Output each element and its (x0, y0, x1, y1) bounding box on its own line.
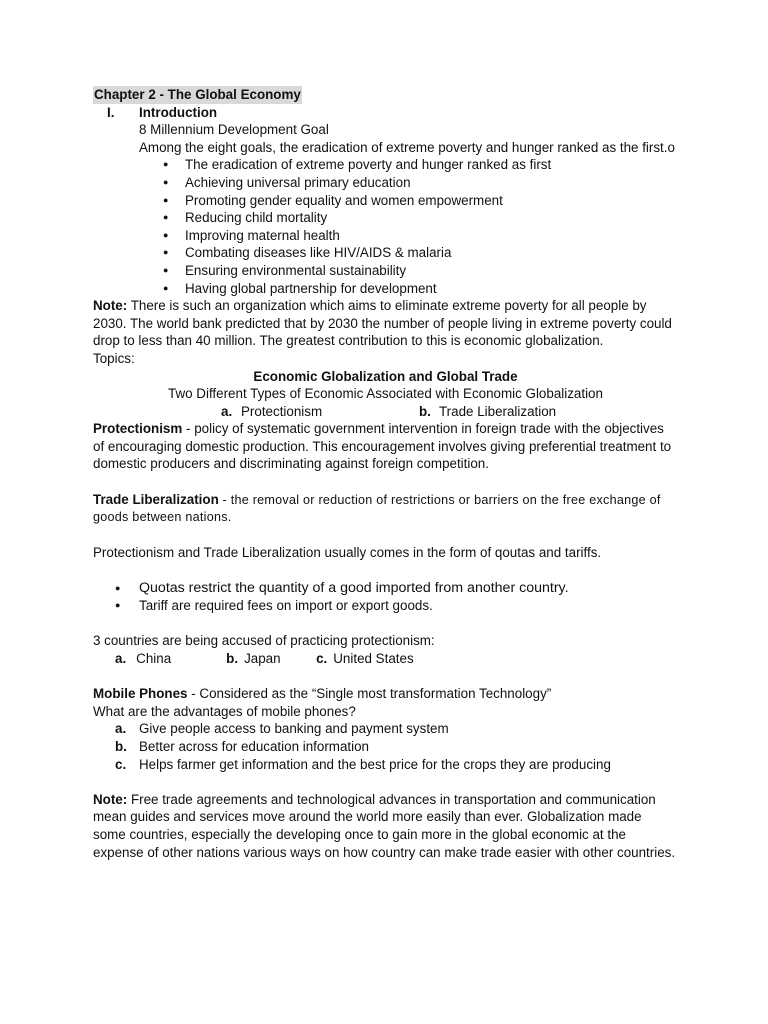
type-item: Trade Liberalization (439, 403, 557, 419)
list-letter: b. (419, 403, 431, 419)
countries-row (93, 650, 678, 668)
list-letter: a. (115, 721, 127, 737)
list-item: ● Reducing child mortality (163, 209, 678, 227)
note-label: Note: (93, 791, 128, 807)
country-item: United States (333, 651, 414, 666)
mobile-question: What are the advantages of mobile phones? (93, 703, 356, 719)
list-item: ● Tariff are required fees on import or export goods. (115, 597, 678, 615)
list-letter: b. (115, 738, 127, 754)
quota-list (93, 580, 678, 615)
country-item: Japan (244, 651, 281, 666)
advantage-text: Better across for education information (139, 738, 369, 754)
advantage-text: Helps farmer get information and the best price for the crops they are producing (139, 756, 611, 772)
trade-liberalization-term: Trade Liberalization (93, 491, 219, 507)
definition-text: - the removal or reduction of restrictions or barriers on the free exchange of goods between nations. (93, 492, 661, 525)
list-item: ● Having global partnership for development (163, 280, 678, 298)
list-item (93, 720, 678, 738)
section-heading: Introduction (139, 104, 218, 120)
advantage-text: Give people access to banking and payment system (139, 721, 449, 737)
list-item (93, 738, 678, 756)
countries-intro: 3 countries are being accused of practicing protectionism: (93, 633, 435, 649)
note-text: Free trade agreements and technological advances in transportation and communication mean guides and services move around the world more easily than ever. Globalization made some countries, especially the developing once to gain more in the global economic at the expense of other nations various ways on how country can make trade easier with other countries. (93, 791, 676, 860)
list-letter: b. (226, 651, 239, 666)
list-letter: a. (115, 651, 127, 666)
types-line: Two Different Types of Economic Associated with Economic Globalization (168, 386, 603, 402)
document-body (93, 86, 678, 861)
type-item: Protectionism (241, 403, 323, 419)
topic-heading: Economic Globalization and Global Trade (253, 368, 518, 384)
note-text: There is such an organization which aims to eliminate extreme poverty for all people by 2030. The world bank predicted that by 2030 the number of people living in extreme poverty could drop to less than 40 million. The greatest contribution to this is economic globalization. (93, 298, 672, 349)
country-item: China (136, 651, 172, 666)
protectionism-definition (93, 420, 678, 473)
trade-liberalization-definition (93, 491, 678, 527)
mobile-phones-definition (93, 685, 678, 703)
list-item: ● Improving maternal health (163, 227, 678, 245)
note-paragraph (93, 297, 678, 350)
list-letter: c. (316, 651, 328, 666)
protectionism-term: Protectionism (93, 421, 183, 437)
list-letter: c. (115, 756, 127, 772)
section-number: I. (107, 104, 115, 120)
mobile-phones-term: Mobile Phones (93, 686, 188, 702)
note-paragraph (93, 791, 678, 861)
forms-line: Protectionism and Trade Liberalization usually comes in the form of qoutas and tariffs. (93, 545, 602, 561)
list-item: ● Achieving universal primary education (163, 174, 678, 192)
list-item: ● Quotas restrict the quantity of a good imported from another country. (115, 580, 678, 598)
list-item: ● Promoting gender equality and women empowerment (163, 192, 678, 210)
definition-text: - Considered as the “Single most transformation Technology” (191, 686, 552, 702)
definition-text: - policy of systematic government intervention in foreign trade with the objectives of encouraging domestic production. This encouragement involves giving preferential treatment to domestic producers and discriminating against foreign competition. (93, 421, 672, 472)
list-item: ● The eradication of extreme poverty and hunger ranked as first (163, 156, 678, 174)
list-item: ● Combating diseases like HIV/AIDS & malaria (163, 244, 678, 262)
types-row (93, 403, 678, 421)
intro-line: 8 Millennium Development Goal (139, 122, 329, 138)
goals-list (93, 156, 678, 297)
note-label: Note: (93, 298, 128, 314)
topics-label: Topics: (93, 350, 135, 366)
list-item (93, 756, 678, 774)
chapter-title: Chapter 2 - The Global Economy (94, 87, 301, 102)
list-item: ● Ensuring environmental sustainability (163, 262, 678, 280)
list-letter: a. (221, 403, 233, 419)
intro-line: Among the eight goals, the eradication of extreme poverty and hunger ranked as the first.o (139, 139, 675, 155)
section-heading-row (93, 104, 678, 122)
